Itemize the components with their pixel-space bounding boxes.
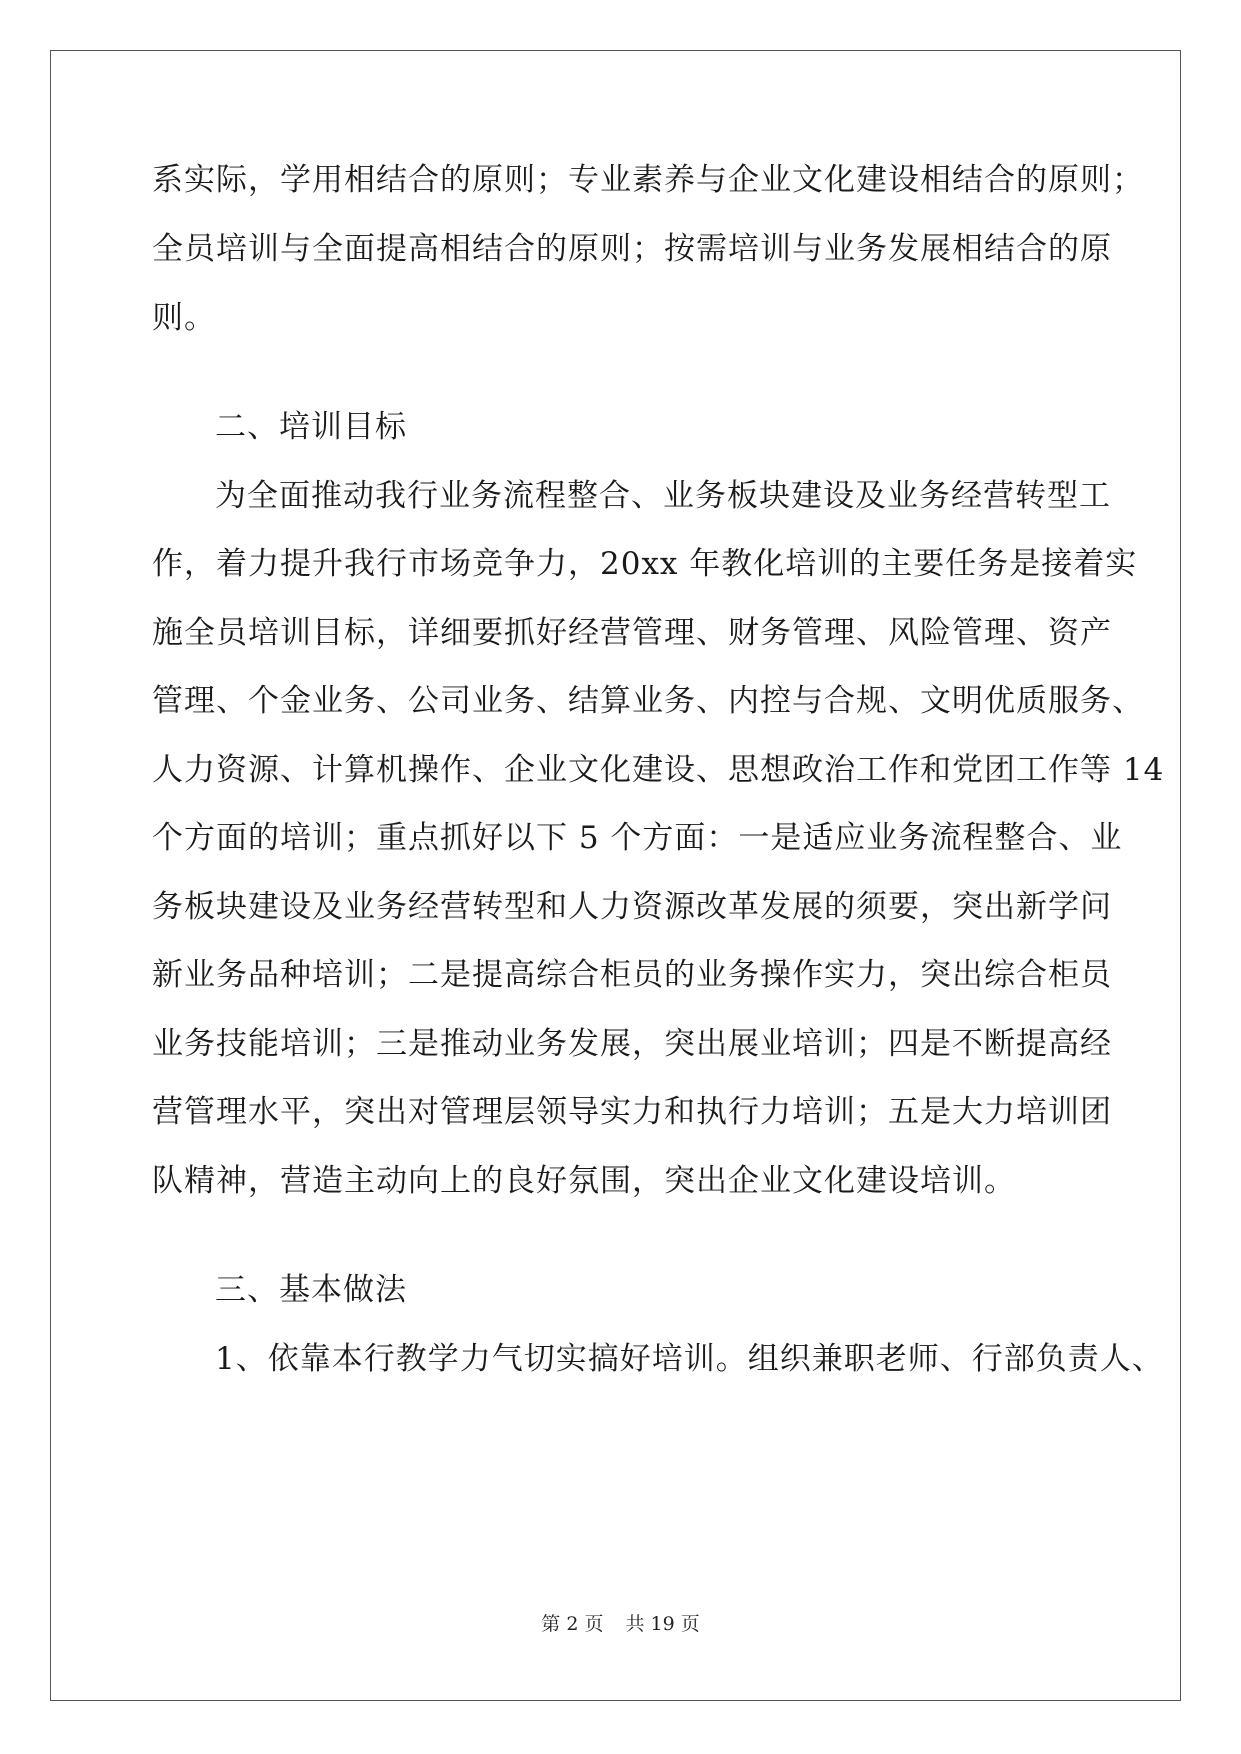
text-line: 为全面推动我行业务流程整合、业务板块建设及业务经营转型工: [215, 478, 1111, 514]
page-footer: [0, 1612, 1241, 1636]
page-number: 第 2 页: [541, 1613, 604, 1635]
text-line: 人力资源、计算机操作、企业文化建设、思想政治工作和党团工作等 14: [152, 752, 1165, 788]
text-line: 个方面的培训；重点抓好以下 5 个方面：一是适应业务流程整合、业: [152, 820, 1123, 856]
section-heading: 三、基本做法: [215, 1272, 407, 1308]
text-line: 队精神，营造主动向上的良好氛围，突出企业文化建设培训。: [152, 1163, 1016, 1199]
text-line: 1、依靠本行教学力气切实搞好培训。组织兼职老师、行部负责人、: [215, 1341, 1164, 1377]
section-heading: 二、培训目标: [215, 409, 407, 445]
page-total: 共 19 页: [625, 1613, 700, 1635]
text-line: 作，着力提升我行市场竞争力，20xx 年教化培训的主要任务是接着实: [152, 546, 1138, 582]
text-line: 管理、个金业务、公司业务、结算业务、内控与合规、文明优质服务、: [152, 683, 1144, 719]
text-line: 系实际，学用相结合的原则；专业素养与企业文化建设相结合的原则；: [152, 162, 1144, 198]
text-line: 全员培训与全面提高相结合的原则；按需培训与业务发展相结合的原: [152, 231, 1112, 267]
text-line: 务板块建设及业务经营转型和人力资源改革发展的须要，突出新学问: [152, 889, 1112, 925]
text-line: 营管理水平，突出对管理层领导实力和执行力培训；五是大力培训团: [152, 1094, 1112, 1130]
text-line: 施全员培训目标，详细要抓好经营管理、财务管理、风险管理、资产: [152, 615, 1112, 651]
text-line: 则。: [152, 300, 216, 336]
text-line: 新业务品种培训；二是提高综合柜员的业务操作实力，突出综合柜员: [152, 957, 1112, 993]
text-line: 业务技能培训；三是推动业务发展，突出展业培训；四是不断提高经: [152, 1026, 1112, 1062]
